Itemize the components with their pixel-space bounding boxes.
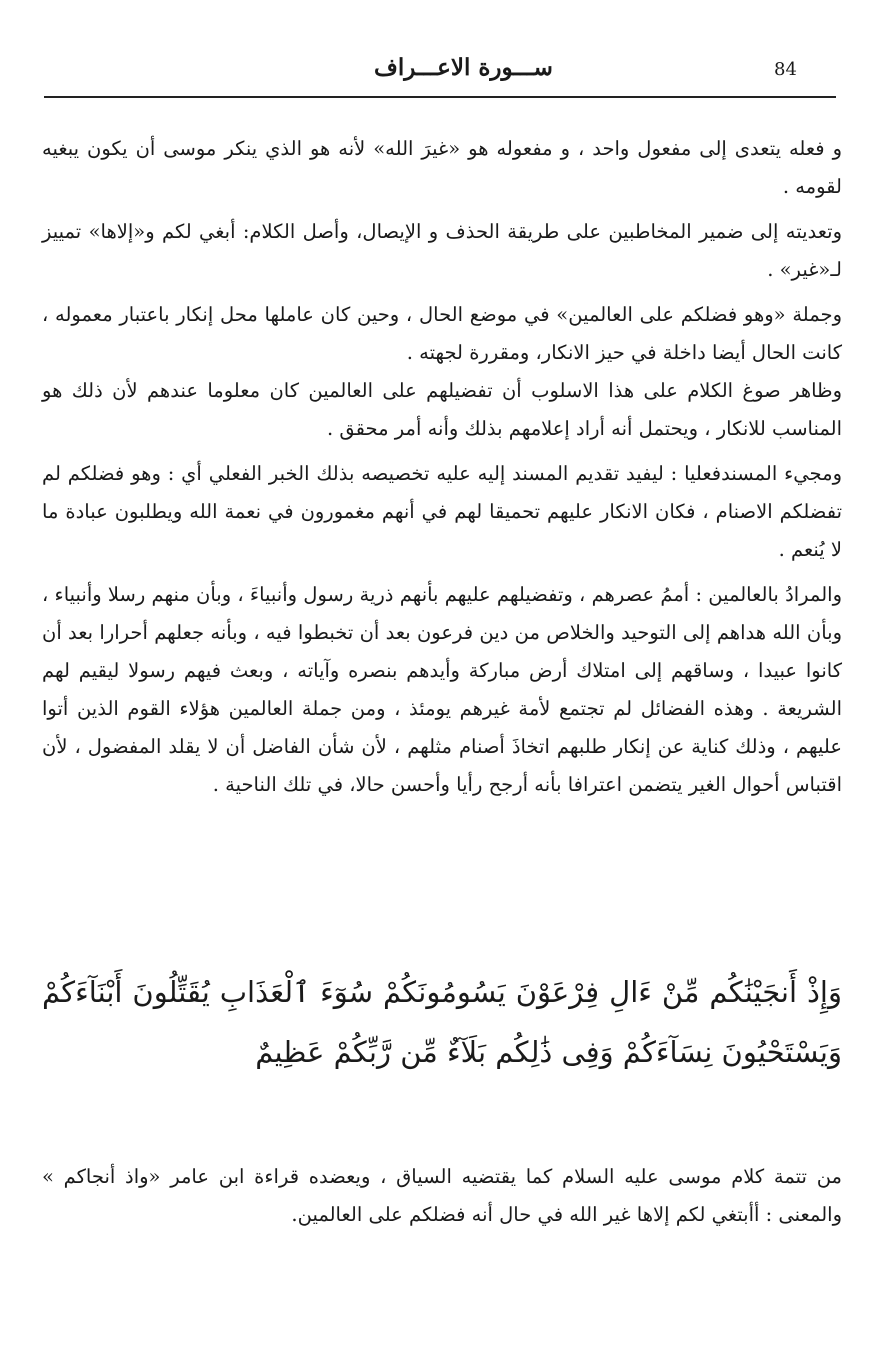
paragraph-circumstantial-clause: وجملة «وهو فضلكم على العالمين» في موضع الحال ، وحين كان عاملها محل إنكار باعتبار معموله ، كانت الحال أيضا داخلة في حيز الانكار، ومقررة لجهته .: [42, 303, 842, 364]
surah-running-head: ســـورة الاعـــراف: [374, 54, 553, 81]
paragraph-verse-context: من تتمة كلام موسى عليه السلام كما يقتضيه السياق ، ويعضده قراءة ابن عامر «واذ أنجاكم » والمعنى : أأبتغي لكم إلاها غير الله في حال أنه فضلكم على العالمين.: [42, 1165, 842, 1226]
commentary-body: [42, 130, 842, 804]
closing-commentary: [42, 1158, 842, 1234]
page-header: [44, 52, 834, 92]
paragraph-verb-object: و فعله يتعدى إلى مفعول واحد ، و مفعوله هو «غيرَ الله» لأنه هو الذي ينكر موسى أن يكون يبغيه لقومه .: [42, 137, 842, 198]
paragraph-meaning-of-worlds: والمرادُ بالعالمين : أممُ عصرهم ، وتفضيلهم عليهم بأنهم ذرية رسول وأنبياءَ ، وبأن منهم رسلا وأنبياء ، وبأن الله هداهم إلى التوحيد والخلاص من دين فرعون بعد أن تخبطوا فيه ، وبأنه جعلهم أحرارا بعد أن كانوا عبيدا ، وساقهم إلى امتلاك أرض مباركة وأيدهم بنصره وآياته ، وبعث فيهم رسولا ليقيم لهم الشريعة . وهذه الفضائل لم تجتمع لأمة غيرهم يومئذ ، ومن جملة العالمين هؤلاء القوم الذين أتوا عليهم ، وذلك كناية عن إنكار طلبهم اتخاذَ أصنام مثلهم ، لأن شأن الفاضل أن لا يقلد المفضول ، لأن اقتباس أحوال الغير يتضمن اعترافا بأنه أرجح رأيا وأحسن حالا، في تلك الناحية .: [42, 583, 842, 796]
paragraph-pronoun-transitivity: وتعديته إلى ضمير المخاطبين على طريقة الحذف و الإيصال، وأصل الكلام: أبغي لكم و«إلاها» تمييز لـ«غير» .: [42, 220, 842, 281]
quran-verse: وَإِذْ أَنجَيْنَٰكُم مِّنْ ءَالِ فِرْعَوْنَ يَسُومُونَكُمْ سُوٓءَ ٱلْعَذَابِ يُقَتِّلُونَ أَبْنَآءَكُمْ وَيَسْتَحْيُونَ نِسَآءَكُمْ وَفِى ذَٰلِكُم بَلَآءٌ مِّن رَّبِّكُمْ عَظِيمٌ: [42, 975, 842, 1069]
paragraph-style-interpretation: وظاهر صوغ الكلام على هذا الاسلوب أن تفضيلهم على العالمين كان معلوما عندهم لأن ذلك هو المناسب للانكار ، ويحتمل أنه أراد إعلامهم بذلك وأنه أمر محقق .: [42, 379, 842, 440]
header-divider: [44, 96, 836, 98]
paragraph-verbal-predicate: ومجيء المسندفعليا : ليفيد تقديم المسند إليه عليه تخصيصه بذلك الخبر الفعلي أي : وهو فضلكم لم تفضلكم الاصنام ، فكان الانكار عليهم تحميقا لهم في أنهم مغمورون في نعمة الله ويطلبون عبادة ما لا يُنعم .: [42, 462, 842, 561]
page-number: 84: [774, 59, 797, 80]
